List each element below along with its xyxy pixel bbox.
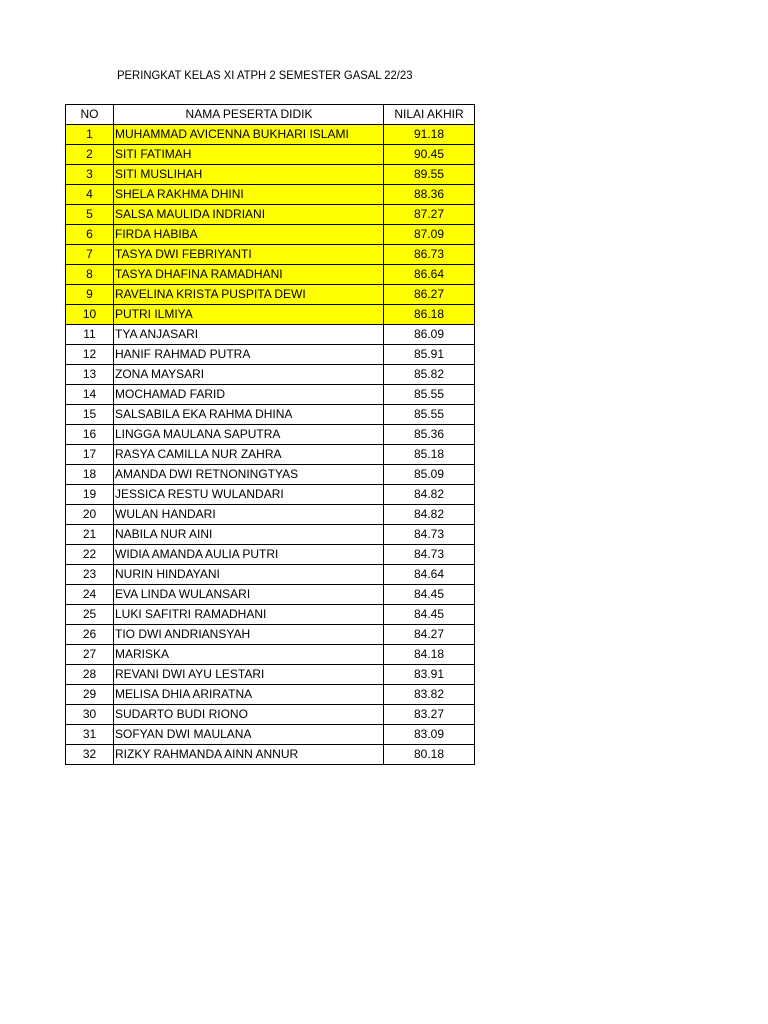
cell-score: 85.09	[384, 465, 475, 485]
cell-score: 86.64	[384, 265, 475, 285]
cell-name: NURIN HINDAYANI	[114, 565, 384, 585]
table-row	[66, 665, 475, 685]
table-row	[66, 465, 475, 485]
cell-no: 8	[66, 265, 114, 285]
cell-no: 12	[66, 345, 114, 365]
cell-no: 6	[66, 225, 114, 245]
cell-name: LINGGA MAULANA SAPUTRA	[114, 425, 384, 445]
cell-no: 9	[66, 285, 114, 305]
cell-no: 20	[66, 505, 114, 525]
table-row	[66, 685, 475, 705]
header-no: NO	[66, 105, 114, 125]
cell-no: 32	[66, 745, 114, 765]
cell-score: 87.27	[384, 205, 475, 225]
cell-name: MARISKA	[114, 645, 384, 665]
table-row	[66, 145, 475, 165]
table-row	[66, 325, 475, 345]
table-row	[66, 585, 475, 605]
cell-score: 86.73	[384, 245, 475, 265]
cell-score: 86.18	[384, 305, 475, 325]
cell-no: 22	[66, 545, 114, 565]
cell-no: 1	[66, 125, 114, 145]
header-name: NAMA PESERTA DIDIK	[114, 105, 384, 125]
cell-no: 4	[66, 185, 114, 205]
cell-no: 21	[66, 525, 114, 545]
table-row	[66, 345, 475, 365]
cell-score: 85.82	[384, 365, 475, 385]
cell-name: JESSICA RESTU WULANDARI	[114, 485, 384, 505]
cell-name: SALSABILA EKA RAHMA DHINA	[114, 405, 384, 425]
cell-score: 90.45	[384, 145, 475, 165]
table-row	[66, 505, 475, 525]
table-row	[66, 165, 475, 185]
cell-score: 86.27	[384, 285, 475, 305]
table-row	[66, 605, 475, 625]
cell-name: SUDARTO BUDI RIONO	[114, 705, 384, 725]
cell-score: 84.64	[384, 565, 475, 585]
cell-no: 23	[66, 565, 114, 585]
table-row	[66, 305, 475, 325]
cell-no: 31	[66, 725, 114, 745]
table-row	[66, 545, 475, 565]
cell-score: 84.82	[384, 485, 475, 505]
cell-no: 26	[66, 625, 114, 645]
cell-score: 80.18	[384, 745, 475, 765]
cell-name: WULAN HANDARI	[114, 505, 384, 525]
table-row	[66, 525, 475, 545]
cell-no: 15	[66, 405, 114, 425]
cell-name: RASYA CAMILLA NUR ZAHRA	[114, 445, 384, 465]
cell-score: 85.36	[384, 425, 475, 445]
cell-name: EVA LINDA WULANSARI	[114, 585, 384, 605]
table-row	[66, 745, 475, 765]
cell-no: 11	[66, 325, 114, 345]
table-row	[66, 245, 475, 265]
cell-no: 14	[66, 385, 114, 405]
table-row	[66, 265, 475, 285]
table-row	[66, 705, 475, 725]
cell-no: 7	[66, 245, 114, 265]
table-row	[66, 225, 475, 245]
cell-score: 87.09	[384, 225, 475, 245]
table-row	[66, 205, 475, 225]
cell-name: TYA ANJASARI	[114, 325, 384, 345]
cell-name: SALSA MAULIDA INDRIANI	[114, 205, 384, 225]
table-header-row	[66, 105, 475, 125]
cell-no: 30	[66, 705, 114, 725]
cell-name: SITI MUSLIHAH	[114, 165, 384, 185]
cell-name: MOCHAMAD FARID	[114, 385, 384, 405]
cell-name: RAVELINA KRISTA PUSPITA DEWI	[114, 285, 384, 305]
cell-no: 19	[66, 485, 114, 505]
table-row	[66, 125, 475, 145]
table-row	[66, 185, 475, 205]
cell-score: 84.73	[384, 525, 475, 545]
table-row	[66, 365, 475, 385]
cell-score: 84.45	[384, 605, 475, 625]
cell-no: 16	[66, 425, 114, 445]
table-row	[66, 445, 475, 465]
cell-name: LUKI SAFITRI RAMADHANI	[114, 605, 384, 625]
cell-score: 84.18	[384, 645, 475, 665]
cell-score: 85.91	[384, 345, 475, 365]
cell-name: MUHAMMAD AVICENNA BUKHARI ISLAMI	[114, 125, 384, 145]
table-row	[66, 405, 475, 425]
cell-name: SOFYAN DWI MAULANA	[114, 725, 384, 745]
cell-no: 10	[66, 305, 114, 325]
cell-score: 83.91	[384, 665, 475, 685]
cell-no: 18	[66, 465, 114, 485]
cell-name: FIRDA HABIBA	[114, 225, 384, 245]
header-score: NILAI AKHIR	[384, 105, 475, 125]
table-row	[66, 425, 475, 445]
cell-score: 83.27	[384, 705, 475, 725]
cell-name: PUTRI ILMIYA	[114, 305, 384, 325]
table-row	[66, 625, 475, 645]
cell-no: 29	[66, 685, 114, 705]
table-row	[66, 385, 475, 405]
cell-name: SHELA RAKHMA DHINI	[114, 185, 384, 205]
cell-no: 3	[66, 165, 114, 185]
cell-score: 83.82	[384, 685, 475, 705]
cell-no: 25	[66, 605, 114, 625]
cell-no: 24	[66, 585, 114, 605]
ranking-table	[65, 104, 475, 765]
cell-score: 85.55	[384, 385, 475, 405]
cell-score: 88.36	[384, 185, 475, 205]
cell-name: AMANDA DWI RETNONINGTYAS	[114, 465, 384, 485]
cell-score: 84.45	[384, 585, 475, 605]
table-row	[66, 645, 475, 665]
cell-name: MELISA DHIA ARIRATNA	[114, 685, 384, 705]
table-row	[66, 485, 475, 505]
cell-score: 85.55	[384, 405, 475, 425]
cell-name: NABILA NUR AINI	[114, 525, 384, 545]
cell-name: HANIF RAHMAD PUTRA	[114, 345, 384, 365]
cell-name: SITI FATIMAH	[114, 145, 384, 165]
cell-no: 17	[66, 445, 114, 465]
cell-name: TASYA DWI FEBRIYANTI	[114, 245, 384, 265]
cell-score: 83.09	[384, 725, 475, 745]
cell-name: REVANI DWI AYU LESTARI	[114, 665, 384, 685]
cell-name: ZONA MAYSARI	[114, 365, 384, 385]
cell-score: 89.55	[384, 165, 475, 185]
cell-no: 5	[66, 205, 114, 225]
cell-name: TASYA DHAFINA RAMADHANI	[114, 265, 384, 285]
ranking-table-body	[66, 105, 475, 765]
cell-score: 84.82	[384, 505, 475, 525]
cell-score: 84.73	[384, 545, 475, 565]
table-row	[66, 285, 475, 305]
cell-score: 86.09	[384, 325, 475, 345]
cell-no: 13	[66, 365, 114, 385]
cell-name: RIZKY RAHMANDA AINN ANNUR	[114, 745, 384, 765]
cell-name: TIO DWI ANDRIANSYAH	[114, 625, 384, 645]
document-title: PERINGKAT KELAS XI ATPH 2 SEMESTER GASAL 22/23	[117, 68, 413, 82]
table-row	[66, 725, 475, 745]
cell-score: 85.18	[384, 445, 475, 465]
cell-score: 91.18	[384, 125, 475, 145]
cell-no: 28	[66, 665, 114, 685]
cell-name: WIDIA AMANDA AULIA PUTRI	[114, 545, 384, 565]
table-row	[66, 565, 475, 585]
cell-no: 27	[66, 645, 114, 665]
cell-no: 2	[66, 145, 114, 165]
cell-score: 84.27	[384, 625, 475, 645]
